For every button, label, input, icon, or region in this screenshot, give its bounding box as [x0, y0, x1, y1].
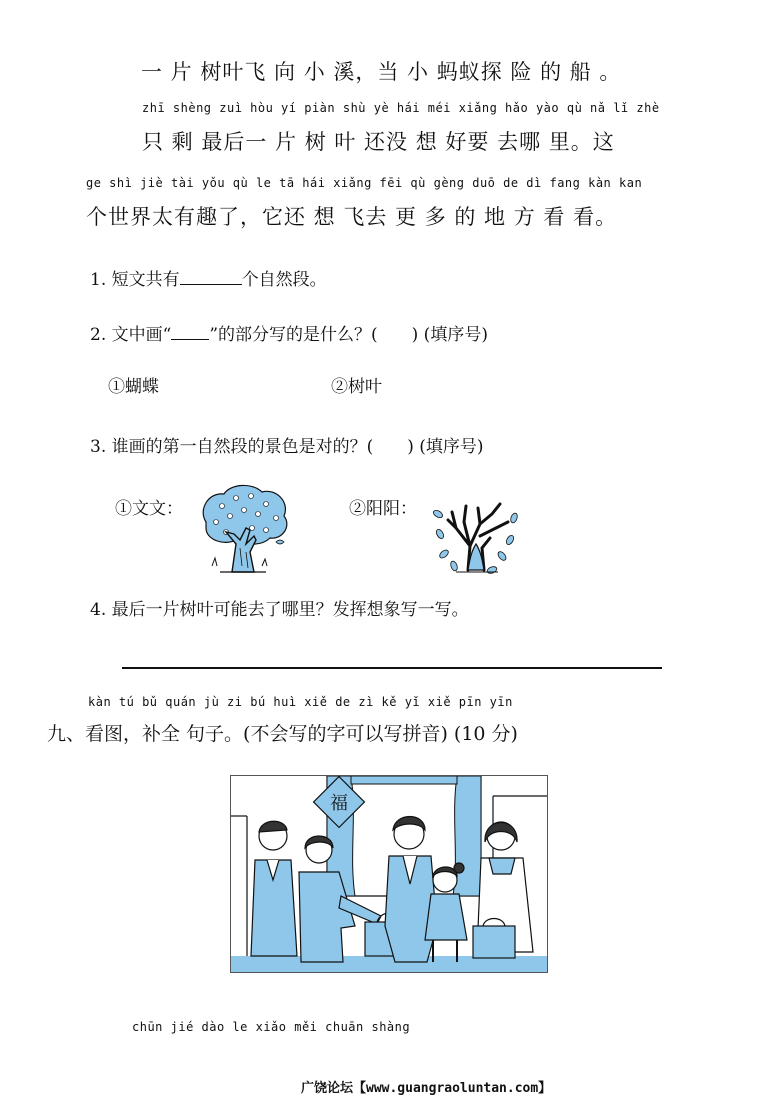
family-visit-picture: [230, 775, 548, 973]
passage-pinyin-line-2: zhī shèng zuì hòu yí piàn shù yè hái méi xiǎng hǎo yào qù nǎ lǐ zhè: [142, 101, 660, 115]
underline-sample: [171, 323, 209, 340]
section-9-title: 九、看图，补全 句子。(不会写的字可以写拼音) (10 分): [47, 723, 518, 745]
question-2: [90, 320, 488, 345]
question-2-text: 2. 文中画“: [90, 325, 172, 345]
blooming-tree-image: [196, 482, 292, 576]
question-2-suffix: ”的部分写的是什么？( ) (填序号): [209, 325, 488, 345]
passage-line-3: 个世界太有趣了，它还 想 飞去 更 多 的 地 方 看 看。: [86, 205, 618, 229]
question-1-suffix: 个自然段。: [241, 270, 327, 290]
q3-option-2[interactable]: ②阳阳：: [349, 499, 417, 519]
answer-line[interactable]: [122, 667, 662, 669]
bare-tree-image: [430, 494, 522, 576]
q2-option-2[interactable]: ②树叶: [331, 377, 382, 397]
passage-line-1: 一 片 树叶飞 向 小 溪，当 小 蚂蚁探 险 的 船 。: [141, 60, 622, 84]
passage-line-2: 只 剩 最后一 片 树 叶 还没 想 好要 去哪 里。这: [142, 130, 615, 154]
question-3: 3. 谁画的第一自然段的景色是对的？( ) (填序号): [90, 437, 484, 457]
q2-option-1[interactable]: ①蝴蝶: [108, 377, 159, 397]
family-scene-illustration: [231, 776, 547, 972]
question-1: [90, 265, 327, 290]
answer-pinyin: chūn jié dào le xiǎo měi chuān shàng: [132, 1020, 411, 1034]
q3-option-1[interactable]: ①文文：: [115, 499, 183, 519]
fu-sign: 福: [330, 793, 348, 814]
question-4: 4. 最后一片树叶可能去了哪里？发挥想象写一写。: [90, 600, 469, 620]
section-9-pinyin: kàn tú bǔ quán jù zi bú huì xiě de zì kě yǐ xiě pīn yīn: [88, 695, 513, 709]
paragraph-count-blank[interactable]: [180, 268, 242, 285]
footer-source: 广饶论坛【www.guangraoluntan.com】: [301, 1081, 552, 1096]
question-1-text: 1. 短文共有: [90, 270, 180, 290]
passage-pinyin-line-3: ge shì jiè tài yǒu qù le tā hái xiǎng fēi qù gèng duō de dì fang kàn kan: [86, 176, 643, 190]
